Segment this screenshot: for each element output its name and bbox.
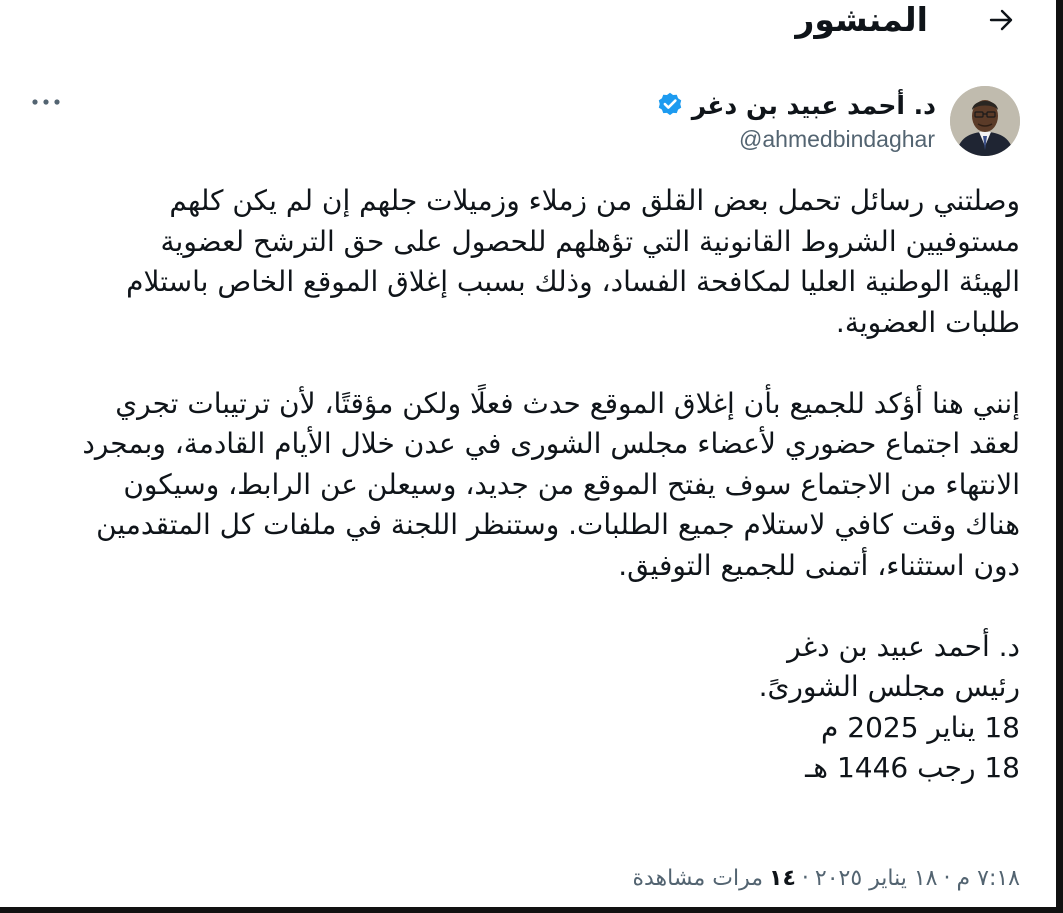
tweet-line: الانتهاء من الاجتماع سوف يفتح الموقع من جديد، وسيعلن عن الرابط، وسيكون xyxy=(123,467,1020,501)
tweet-line: طلبات العضوية. xyxy=(835,305,1020,339)
tweet-signature xyxy=(20,627,1020,789)
tweet-meta xyxy=(632,866,1020,891)
meta-separator: · xyxy=(801,866,809,891)
tweet-line: 18 يناير 2025 م xyxy=(821,710,1020,744)
page-title: المنشور xyxy=(795,0,928,39)
tweet-line: د. أحمد عبيد بن دغر xyxy=(787,629,1020,663)
bottom-border xyxy=(0,907,1063,913)
arrow-right-icon xyxy=(989,8,1015,32)
verified-badge-icon[interactable] xyxy=(656,91,684,119)
more-dots-icon xyxy=(31,98,61,106)
back-button[interactable] xyxy=(982,2,1022,38)
author-handle[interactable]: @ahmedbindaghar xyxy=(739,126,935,152)
author-name[interactable]: د. أحمد عبيد بن دغر xyxy=(691,90,936,120)
tweet-time[interactable]: ٧:١٨ م xyxy=(956,866,1020,891)
meta-separator: · xyxy=(943,866,951,891)
tweet-line: 18 رجب 1446 هـ xyxy=(805,751,1020,784)
tweet-line: دون استثناء، أتمنى للجميع التوفيق. xyxy=(618,548,1020,582)
tweet-text xyxy=(20,181,1020,789)
tweet-paragraph xyxy=(20,181,1020,343)
tweet-line: إنني هنا أؤكد للجميع بأن إغلاق الموقع حدث فعلًا ولكن مؤقتًا، لأن ترتيبات تجري xyxy=(115,386,1020,420)
paragraph-gap xyxy=(20,343,1020,384)
tweet-line: الهيئة الوطنية العليا لمكافحة الفساد، وذلك بسبب إغلاق الموقع الخاص باستلام xyxy=(126,265,1020,298)
tweet-date[interactable]: ١٨ يناير ٢٠٢٥ xyxy=(814,866,938,891)
paragraph-gap xyxy=(20,586,1020,627)
tweet-line: لعقد اجتماع حضوري لأعضاء مجلس الشورى في عدن خلال الأيام القادمة، وبمجرد xyxy=(82,427,1020,460)
tweet-line: وصلتني رسائل تحمل بعض القلق من زملاء وزميلات جلهم إن لم يكن كلهم xyxy=(169,184,1020,217)
right-border xyxy=(1056,0,1063,913)
tweet-line: مستوفيين الشروط القانونية التي تؤهلهم للحصول على حق الترشح لعضوية xyxy=(160,224,1020,258)
tweet-line: رئيس مجلس الشورىً. xyxy=(758,670,1020,703)
author-photo xyxy=(950,86,1020,156)
views-count: ١٤ xyxy=(769,866,796,891)
tweet-line: هناك وقت كافي لاستلام جميع الطلبات. وستنظر اللجنة في ملفات كل المتقدمين xyxy=(96,508,1020,541)
tweet-paragraph xyxy=(20,384,1020,587)
post-header xyxy=(0,0,1056,48)
views-label: مرات مشاهدة xyxy=(632,866,764,891)
author-name-row xyxy=(656,86,936,124)
more-options-button[interactable] xyxy=(28,88,64,116)
avatar[interactable] xyxy=(950,86,1020,156)
